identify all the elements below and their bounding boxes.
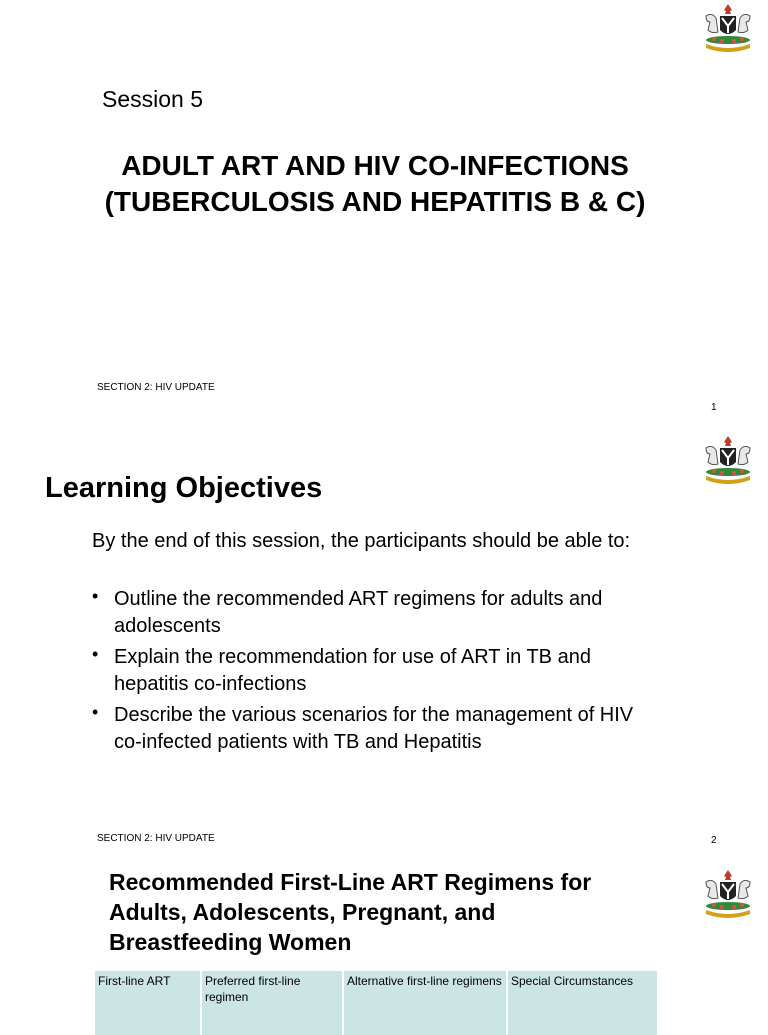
objective-text: Outline the recommended ART regimens for adults and adolescents	[114, 588, 603, 637]
table-header-cell: Alternative first-line regimens	[343, 971, 507, 1035]
session-label: Session 5	[102, 86, 204, 112]
bullet-icon: •	[92, 702, 99, 722]
list-item	[92, 644, 652, 698]
nigeria-coat-of-arms-icon	[698, 434, 758, 484]
nigeria-coat-of-arms-icon	[698, 868, 758, 918]
slide-footer: SECTION 2: HIV UPDATE	[97, 833, 215, 844]
list-item	[92, 586, 652, 640]
nigeria-coat-of-arms-icon	[698, 2, 758, 52]
objective-text: Describe the various scenarios for the management of HIV co-infected patients with TB and Hepatitis	[114, 704, 634, 753]
table-header-cell: Special Circumstances	[507, 971, 658, 1035]
slide-title: Learning Objectives	[45, 472, 323, 504]
table-header-cell: Preferred first-line regimen	[201, 971, 343, 1035]
slide-title: Recommended First-Line ART Regimens for Adults, Adolescents, Pregnant, and Breastfeeding Women	[109, 869, 592, 955]
regimen-table	[95, 971, 659, 1035]
page-number: 1	[711, 402, 717, 413]
objectives-intro: By the end of this session, the participants should be able to:	[92, 530, 631, 552]
bullet-icon: •	[92, 586, 99, 606]
page-number: 2	[711, 835, 717, 846]
objectives-list	[92, 586, 652, 760]
list-item	[92, 702, 652, 756]
bullet-icon: •	[92, 644, 99, 664]
objective-text: Explain the recommendation for use of ART in TB and hepatitis co-infections	[114, 646, 591, 695]
slide-title: ADULT ART AND HIV CO-INFECTIONS (TUBERCULOSIS AND HEPATITIS B & C)	[104, 150, 646, 217]
table-header-cell: First-line ART	[95, 971, 201, 1035]
slide-footer: SECTION 2: HIV UPDATE	[97, 382, 215, 393]
table-row	[95, 971, 658, 1035]
